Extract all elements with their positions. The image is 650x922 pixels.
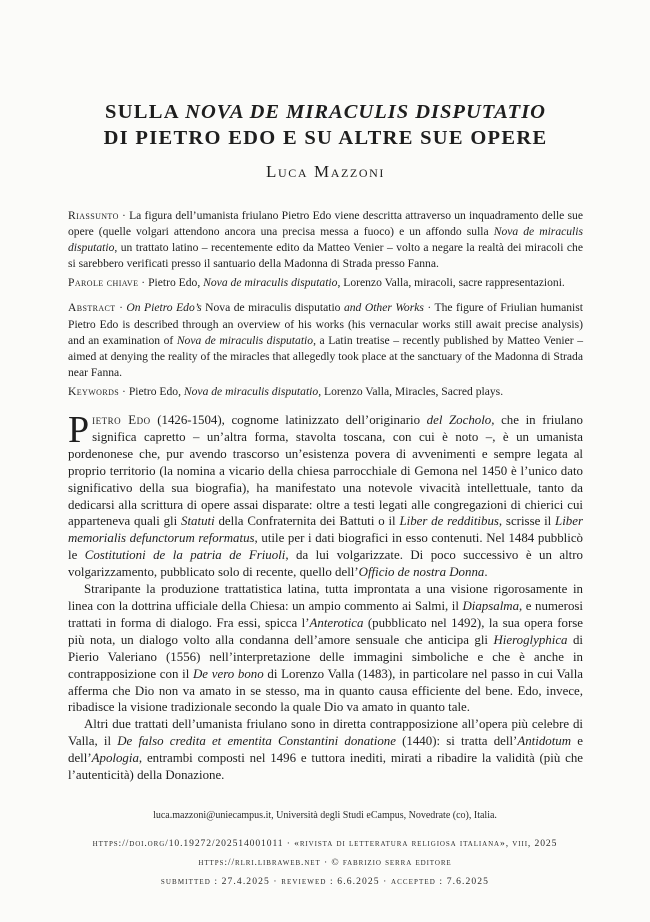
italic: Statuti (181, 514, 215, 529)
sep: · (118, 209, 130, 222)
italic-title: Nova de miraculis disputatio (183, 384, 319, 398)
paragraph-1 (68, 409, 583, 581)
text: Pietro Edo, (148, 276, 204, 290)
italic: Liber de redditibus (399, 514, 499, 529)
text: , Lorenzo Valla, miracoli, sacre rappresentazioni. (337, 276, 565, 290)
article-page (68, 0, 583, 784)
text: , e numerosi trattati in forma di dialogo. Fra essi, spicca l’ (68, 599, 583, 630)
author-name: Luca Mazzoni (266, 162, 385, 181)
text: di Pierio Valeriano (1556) nell’interpretazione delle immagini simboliche e che è anche in contrapposizione con il (68, 632, 583, 681)
italic-title: and Other Works (343, 301, 424, 315)
parole-chiave (68, 275, 583, 291)
keywords (68, 384, 583, 400)
text: (pubblicato nel 1492), la sua opera forse più nota, un dialogo volto alla condanna dell’amore sensuale che anticipa gli (68, 615, 583, 647)
abstract (68, 300, 583, 380)
italic-title: On Pietro Edo’s (126, 301, 202, 315)
text: , utile per i dati biografici in esso contenuti. Nel 1484 pubblicò le (68, 531, 583, 563)
parole-label: Parole chiave (68, 276, 139, 290)
article-title-line2: DI PIETRO EDO E SU ALTRE SUE OPERE (103, 127, 548, 149)
italic: Officio de nostra Donna (358, 565, 485, 580)
keywords-label: Keywords (68, 384, 120, 398)
sep: · (119, 384, 129, 398)
text: . (484, 565, 488, 580)
text: , entrambi composti nel 1496 e tuttora inediti, mirati a ribadire la validità (più che l’autenticità) della Donazione. (68, 751, 583, 783)
text: La figura dell’umanista friulano Pietro Edo viene descritta attraverso un inquadramento delle sue opere (quelle volgari attendono ancora una precisa messa a fuoco) e un affondo sulla (68, 209, 583, 239)
italic-title: Nova de miraculis disputatio (176, 333, 314, 347)
article-title-line1 (68, 0, 583, 125)
italic: Liber memorialis defunctorum reformatus (68, 514, 583, 546)
text: Nova de miraculis disputatio (201, 301, 344, 315)
sep: · (115, 301, 127, 315)
text: (1440): si tratta dell’ (395, 734, 518, 749)
italic: Anterotica (309, 615, 364, 630)
italic-title: Nova de miraculis disputatio (203, 276, 338, 290)
italic: Diapsalma (462, 599, 520, 613)
italic-title: Nova de miraculis disputatio (68, 225, 584, 255)
text: , scrisse il (498, 514, 556, 529)
riassunto-label: Riassunto (68, 209, 119, 222)
author-affiliation: luca.mazzoni@uniecampus.it, Università degli Studi eCampus, Novedrate (co), Italia. (153, 810, 497, 821)
text: , Lorenzo Valla, Miracles, Sacred plays. (318, 384, 504, 398)
abstract-label: Abstract (68, 301, 116, 315)
text: di Lorenzo Valla (1483), in particolare nel passo in cui Valla afferma che Dio non va amato in se stesso, ma in quanto causa efficiente del bene. Edo, invece, ribadisce la visione tradizionale secondo la quale Dio va amato in quanto tale. (68, 666, 583, 715)
author-smallcaps: ietro Edo (92, 413, 151, 428)
drop-cap: P (68, 409, 90, 452)
sep: · (138, 276, 149, 290)
paragraph-2 (68, 581, 583, 716)
italic: Costitutioni de la patria de Friuoli (84, 548, 286, 563)
text: · The figure of Friulian humanist Pietro Edo is described through an overview of his works (his vernacular works still await precise analysis) and an examination of (68, 301, 583, 347)
italic: De vero bono (193, 666, 264, 681)
text: , un trattato latino – recentemente edito da Matteo Venier – volto a negare la realtà dei miracoli che si sarebbero verificati presso il santuario della Madonna di Strada presso Fanna. (68, 241, 583, 271)
text: (1426-1504), cognome latinizzato dell’originario (150, 413, 427, 428)
italic: del Zocholo (426, 413, 492, 428)
title-prefix: SULLA (105, 101, 186, 123)
italic: De falso credita et ementita Constantini donatione (117, 734, 396, 749)
text: Altri due trattati dell’umanista friulano sono in diretta contrapposizione all’opera più celebre di Valla, il (68, 717, 583, 749)
text: Straripante la produzione trattatistica latina, tutta improntata a una visione rigorosamente in linea con la dottrina ufficiale della Chiesa: un ampio commento ai Salmi, il (68, 582, 583, 613)
article-body (68, 409, 583, 784)
text: , che in friulano significa capretto – un’altra forma, stavolta toscana, con cui è noto –, è un umanista pordenonese che, pur avendo trascorso un’esistenza povera di avvenimenti e sempre legata al proprio territorio (la nomina a vicario della chiesa parrocchiale di Gemona nel 1450 è l’unico dato significativo della sua biografia), ha manifestato una notevole vivacità intellettuale, tanto da dedicarsi alla scrittura di opere assai disparate: oltre a testi legati alle congregazioni di chierici cui apparteneva quali gli (68, 413, 583, 529)
paragraph-3 (68, 716, 583, 784)
text: , a Latin treatise – recently published by Matteo Venier – aimed at denying the reality of the miracles that allegedly took place at the sanctuary of the Madonna di Strada near Fanna. (68, 333, 583, 379)
publisher-line: https://rlri.libraweb.net · © fabrizio serra editore (198, 857, 452, 868)
title-italic: NOVA DE MIRACULIS DISPUTATIO (185, 101, 546, 123)
text: della Confraternita dei Battuti o il (214, 514, 400, 529)
text: e dell’ (68, 734, 583, 766)
italic: Hieroglyphica (493, 632, 568, 647)
text: Pietro Edo, (128, 384, 184, 398)
text: , da lui volgarizzate. Di poco successivo è un altro volgarizzamento, pubblicato solo di recente, quello dell’ (68, 548, 583, 580)
riassunto (68, 208, 583, 272)
doi-line: https://doi.org/10.19272/202514001011 · «rivista di letteratura religiosa italiana», viii, 2025 (92, 838, 558, 849)
italic: Apologia (91, 751, 139, 766)
italic: Antidotum (517, 734, 572, 749)
dates-line: submitted : 27.4.2025 · reviewed : 6.6.2025 · accepted : 7.6.2025 (160, 876, 490, 887)
